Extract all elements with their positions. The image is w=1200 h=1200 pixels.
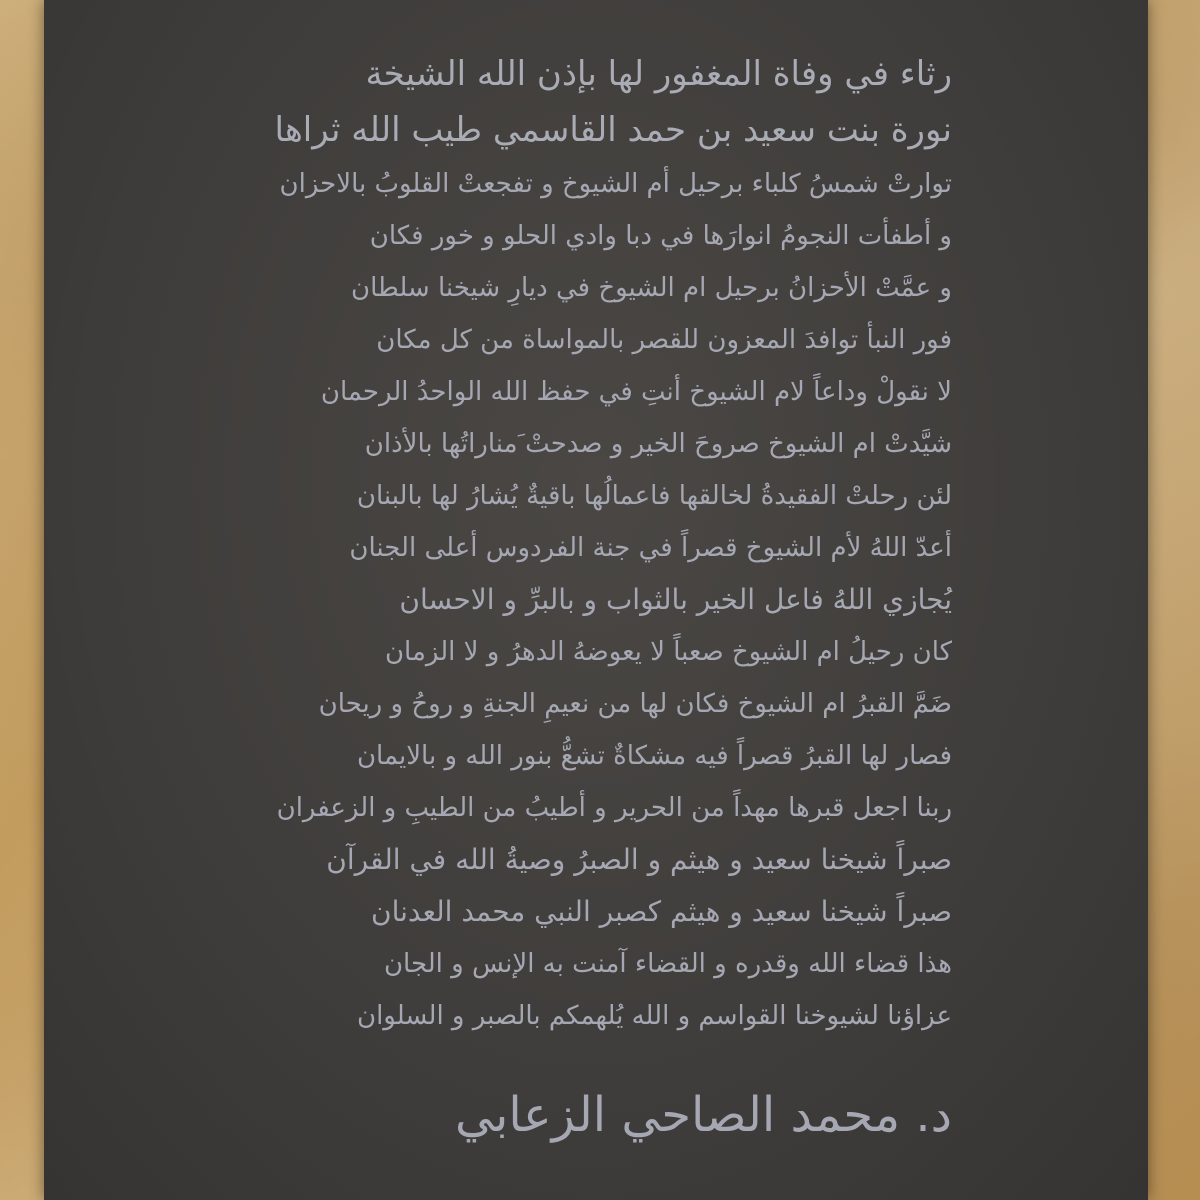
poem-verse: عزاؤنا لشيوخنا القواسم و الله يُلهمكم بالصبر و السلوان — [356, 1001, 952, 1031]
poem-verse: يُجازي اللهُ فاعل الخير بالثواب و بالبرِّ و الاحسان — [399, 583, 952, 616]
poem-verse: كان رحيلُ ام الشيوخ صعباً لا يعوضهُ الدهرُ و لا الزمان — [384, 637, 952, 667]
poem-verse: فور النبأ توافدَ المعزون للقصر بالمواساة من كل مكان — [376, 325, 952, 355]
poem-verse: و أطفأت النجومُ انوارَها في دبا وادي الحلو و خور فكان — [369, 221, 952, 251]
poem-panel — [44, 0, 1148, 1200]
poem-content — [232, 46, 952, 1042]
poem-verse: فصار لها القبرُ قصراً فيه مشكاةٌ تشعُّ بنور الله و بالايمان — [356, 741, 952, 771]
poem-verse: أعدّ اللهُ لأم الشيوخ قصراً في جنة الفردوس أعلى الجنان — [349, 533, 952, 563]
poem-verse: صبراً شيخنا سعيد و هيثم كصبر النبي محمد العدنان — [371, 895, 952, 928]
poem-title-line-1: رثاء في وفاة المغفور لها بإذن الله الشيخة — [365, 54, 952, 94]
poem-verse: لا نقولْ وداعاً لام الشيوخ أنتِ في حفظ الله الواحدُ الرحمان — [320, 377, 952, 407]
poem-verse: شيَّدتْ ام الشيوخ صروحَ الخير و صدحتْ َمناراتُها بالأذان — [364, 429, 952, 459]
poem-verse: و عمَّتْ الأحزانُ برحيل ام الشيوخ في ديارِ شيخنا سلطان — [350, 273, 952, 303]
poem-verse: هذا قضاء الله وقدره و القضاء آمنت به الإنس و الجان — [383, 949, 952, 979]
poet-signature: د. محمد الصاحي الزعابي — [454, 1087, 952, 1143]
poem-verse: ربنا اجعل قبرها مهداً من الحرير و أطيبُ من الطيبِ و الزعفران — [276, 793, 952, 823]
poem-title-line-2: نورة بنت سعيد بن حمد القاسمي طيب الله ثراها — [274, 110, 952, 150]
poem-verse: ضَمَّ القبرُ ام الشيوخ فكان لها من نعيمِ الجنةِ و روحُ و ريحان — [318, 689, 952, 719]
poem-verse: توارتْ شمسُ كلباء برحيل أم الشيوخ و تفجعتْ القلوبُ بالاحزان — [279, 169, 952, 199]
poem-verse: لئن رحلتْ الفقيدةُ لخالقها فاعمالُها باقيةٌ يُشارُ لها بالبنان — [356, 481, 952, 511]
poem-verse: صبراً شيخنا سعيد و هيثم و الصبرُ وصيةُ الله في القرآن — [326, 843, 952, 876]
